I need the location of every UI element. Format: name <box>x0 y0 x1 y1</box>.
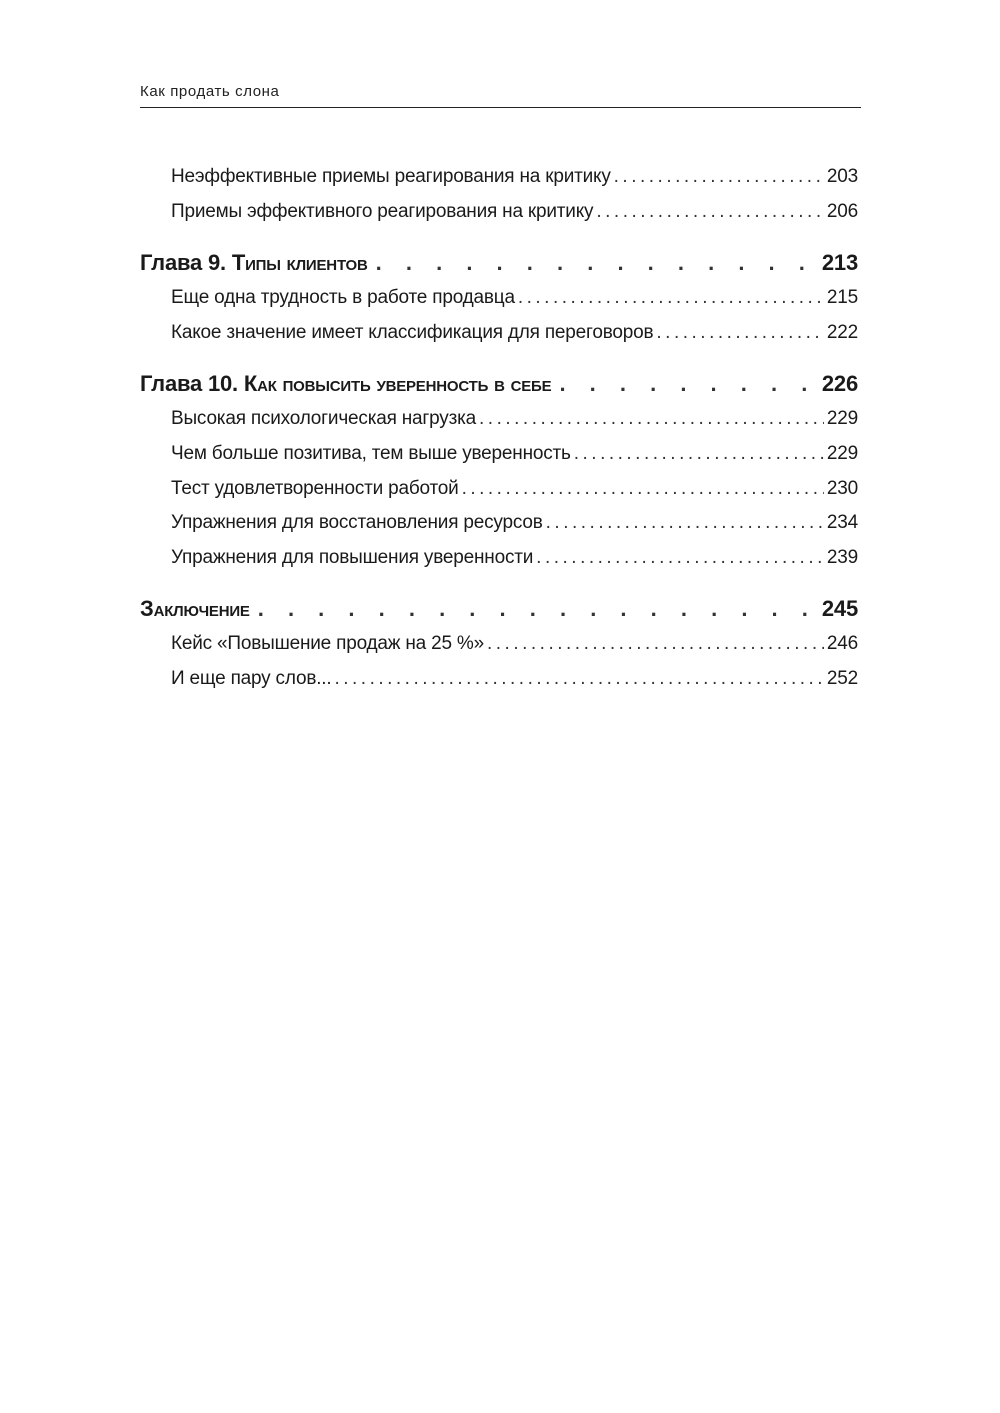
toc-page-number: 229 <box>826 408 858 430</box>
toc-section-title: Высокая психологическая нагрузка <box>171 408 477 430</box>
toc-section-title: Упражнения для повышения уверенности <box>171 546 534 568</box>
running-title: Как продать слона <box>140 83 280 100</box>
toc-section-title: Неэффективные приемы реагирования на критику <box>171 166 611 187</box>
toc-leader-dots <box>518 281 824 316</box>
toc-page-number: 206 <box>826 200 858 222</box>
toc-leader-dots <box>487 627 824 662</box>
toc-chapter-title <box>140 366 551 402</box>
toc-leader-dots <box>376 245 819 281</box>
toc-leader-dots <box>559 366 818 402</box>
toc-section-row[interactable] <box>140 472 858 507</box>
toc-chapter-row[interactable] <box>140 591 858 627</box>
toc-page-number: 213 <box>821 250 858 276</box>
toc-section-row[interactable] <box>140 160 858 195</box>
toc-section-row[interactable] <box>140 281 858 316</box>
toc-page-number: 226 <box>821 371 858 397</box>
toc-section-row[interactable] <box>140 316 858 351</box>
toc-page-number: 230 <box>826 477 858 499</box>
toc-chapter-title <box>140 591 250 627</box>
toc-chapter-prefix: Глава 9. <box>140 250 226 276</box>
toc-section-title: Кейс «Повышение продаж на 25 %» <box>171 633 484 655</box>
toc-page-number: 222 <box>826 321 858 343</box>
toc-page-number: 239 <box>826 546 858 568</box>
toc-chapter-name: Заключение <box>140 596 250 622</box>
toc-section-title: Тест удовлетворенности работой <box>171 477 459 499</box>
toc-page-number: 246 <box>826 633 858 655</box>
table-of-contents <box>140 160 858 697</box>
toc-page-number: 252 <box>826 667 858 689</box>
toc-section-title: Какое значение имеет классификация для переговоров <box>171 321 654 343</box>
toc-section-title: Еще одна трудность в работе продавца <box>171 287 515 309</box>
toc-section-row[interactable] <box>140 195 858 230</box>
toc-chapter-row[interactable] <box>140 245 858 281</box>
toc-chapter-name: Как повысить уверенность в себе <box>243 371 552 397</box>
toc-chapter-title <box>140 245 368 281</box>
toc-page-number: 203 <box>826 166 858 187</box>
toc-leader-dots <box>574 437 824 472</box>
toc-section-title: Упражнения для восстановления ресурсов <box>171 512 543 534</box>
toc-leader-dots <box>479 402 824 437</box>
toc-conclusion <box>140 591 858 696</box>
toc-page-number: 215 <box>826 287 858 309</box>
toc-section-row[interactable] <box>140 437 858 472</box>
toc-leader-dots <box>462 472 824 507</box>
running-header <box>140 82 861 108</box>
toc-section-row[interactable] <box>140 506 858 541</box>
toc-leader-dots <box>536 541 824 576</box>
toc-page-number: 229 <box>826 442 858 464</box>
toc-lead-sections <box>140 160 858 229</box>
toc-leader-dots <box>334 662 823 697</box>
toc-chapter-row[interactable] <box>140 366 858 402</box>
toc-section-title: И еще пару слов... <box>171 667 332 689</box>
toc-leader-dots <box>546 506 824 541</box>
toc-section-title: Приемы эффективного реагирования на критику <box>171 200 594 222</box>
toc-leader-dots <box>656 316 824 351</box>
toc-section-row[interactable] <box>140 402 858 437</box>
toc-leader-dots <box>258 591 819 627</box>
toc-section-row[interactable] <box>140 662 858 697</box>
toc-section-title: Чем больше позитива, тем выше уверенность <box>171 442 571 464</box>
toc-leader-dots <box>614 160 824 195</box>
toc-chapter-prefix: Глава 10. <box>140 371 238 397</box>
toc-chapter-10 <box>140 366 858 575</box>
toc-chapter-9 <box>140 245 858 350</box>
toc-section-row[interactable] <box>140 541 858 576</box>
toc-chapter-name: Типы клиентов <box>231 250 368 276</box>
toc-page-number: 234 <box>826 512 858 534</box>
toc-page-number: 245 <box>821 596 858 622</box>
toc-leader-dots <box>596 195 824 230</box>
toc-section-row[interactable] <box>140 627 858 662</box>
